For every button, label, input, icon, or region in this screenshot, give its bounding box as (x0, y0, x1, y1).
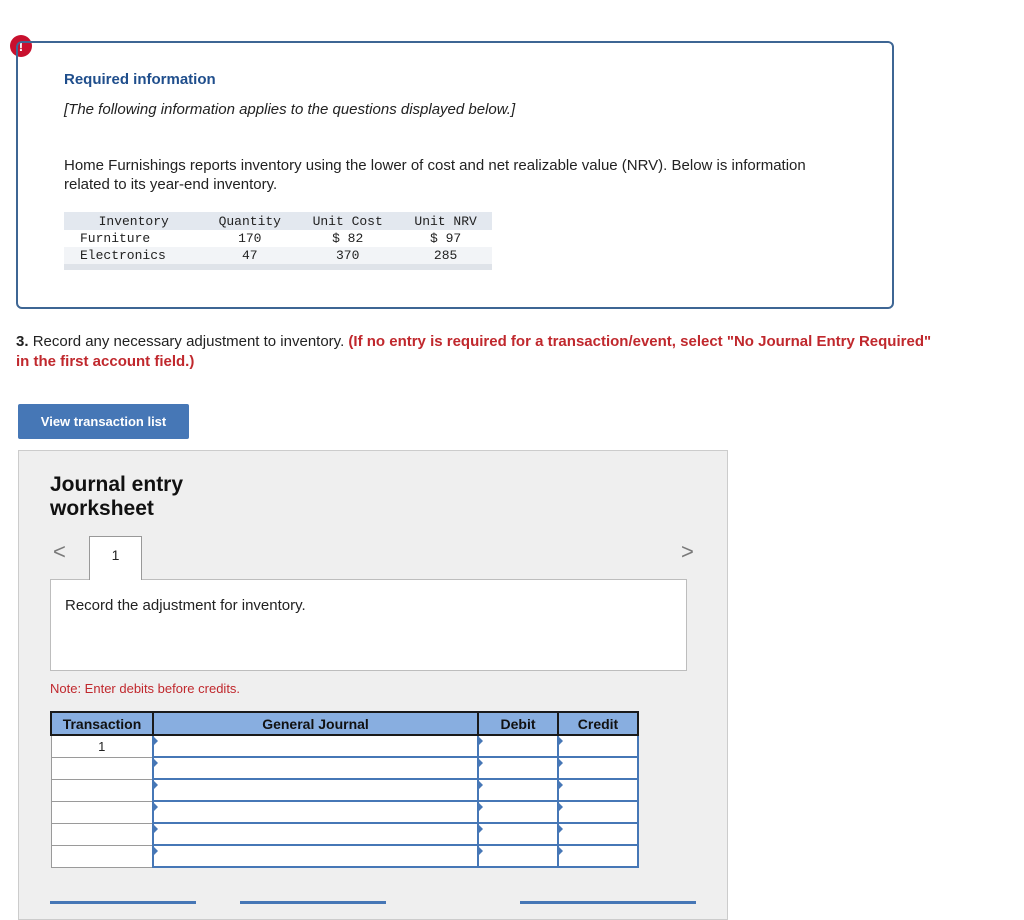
credit-input[interactable] (558, 823, 638, 845)
instruction-box (50, 579, 687, 671)
table-cell: 370 (296, 247, 399, 264)
question-number: 3. (16, 333, 29, 350)
account-input[interactable] (153, 779, 478, 801)
table-cell: Furniture (80, 231, 151, 246)
column-header: Quantity (203, 212, 296, 230)
column-header-debit: Debit (478, 712, 558, 735)
transaction-number (51, 779, 153, 801)
worksheet-title-line1: Journal entry (50, 473, 184, 496)
chevron-right-icon[interactable]: > (681, 539, 694, 564)
debit-input[interactable] (478, 801, 558, 823)
credit-input[interactable] (558, 757, 638, 779)
column-header-credit: Credit (558, 712, 638, 735)
column-header-general-journal: General Journal (153, 712, 478, 735)
info-body: Home Furnishings reports inventory using the lower of cost and net realizable value (NRV). Below is information related to its year-end inventory. (64, 157, 806, 193)
transaction-number (51, 801, 153, 823)
column-header: Unit NRV (399, 212, 492, 230)
journal-header-row (51, 712, 638, 735)
column-header: Unit Cost (296, 212, 399, 230)
info-title: Required information (64, 71, 216, 88)
credit-input[interactable] (558, 801, 638, 823)
table-cell: 285 (399, 247, 492, 264)
transaction-number (51, 823, 153, 845)
account-input[interactable] (153, 823, 478, 845)
column-header: Inventory (64, 212, 203, 230)
account-input[interactable] (153, 757, 478, 779)
journal-row (51, 757, 638, 779)
inventory-table (64, 212, 492, 270)
journal-row (51, 801, 638, 823)
credit-input[interactable] (558, 779, 638, 801)
journal-row (51, 735, 638, 757)
table-cell: Electronics (64, 247, 203, 264)
debit-input[interactable] (478, 823, 558, 845)
transaction-number: 1 (51, 735, 153, 757)
inventory-table-header (64, 212, 492, 230)
question-text: Record any necessary adjustment to inventory. (32, 333, 345, 350)
info-subtitle: [The following information applies to the questions displayed below.] (64, 101, 516, 118)
view-transaction-list-button[interactable]: View transaction list (18, 404, 189, 439)
question-prompt (16, 332, 946, 372)
table-cell: 170 (238, 231, 262, 246)
journal-row (51, 845, 638, 867)
transaction-number (51, 757, 153, 779)
tab-entry-1[interactable]: 1 (89, 536, 142, 580)
journal-row (51, 779, 638, 801)
question-emphasis: (If no entry is required for a transaction/event, select "No Journal Entry Required" in the first account field.) (16, 333, 932, 370)
instruction-text: Record the adjustment for inventory. (65, 597, 306, 614)
alert-icon: ! (10, 35, 32, 57)
credit-input[interactable] (558, 735, 638, 757)
journal-entry-worksheet (18, 450, 728, 920)
table-cell: $ 82 (332, 231, 364, 246)
debit-input[interactable] (478, 845, 558, 867)
debit-input[interactable] (478, 779, 558, 801)
worksheet-title (50, 473, 183, 521)
chevron-left-icon[interactable]: < (53, 539, 66, 564)
column-header-transaction: Transaction (51, 712, 153, 735)
account-input[interactable] (153, 801, 478, 823)
debit-input[interactable] (478, 757, 558, 779)
account-input[interactable] (153, 735, 478, 757)
table-row (64, 230, 492, 247)
worksheet-title-line2: worksheet (50, 497, 154, 520)
required-information-panel (16, 41, 894, 309)
table-footer (64, 264, 492, 270)
note-text: Note: Enter debits before credits. (50, 681, 241, 696)
table-row (64, 247, 492, 264)
table-cell: $ 97 (429, 231, 462, 246)
account-input[interactable] (153, 845, 478, 867)
journal-entry-table (50, 711, 639, 868)
journal-row (51, 823, 638, 845)
transaction-number (51, 845, 153, 867)
credit-input[interactable] (558, 845, 638, 867)
table-cell: 47 (203, 247, 296, 264)
debit-input[interactable] (478, 735, 558, 757)
